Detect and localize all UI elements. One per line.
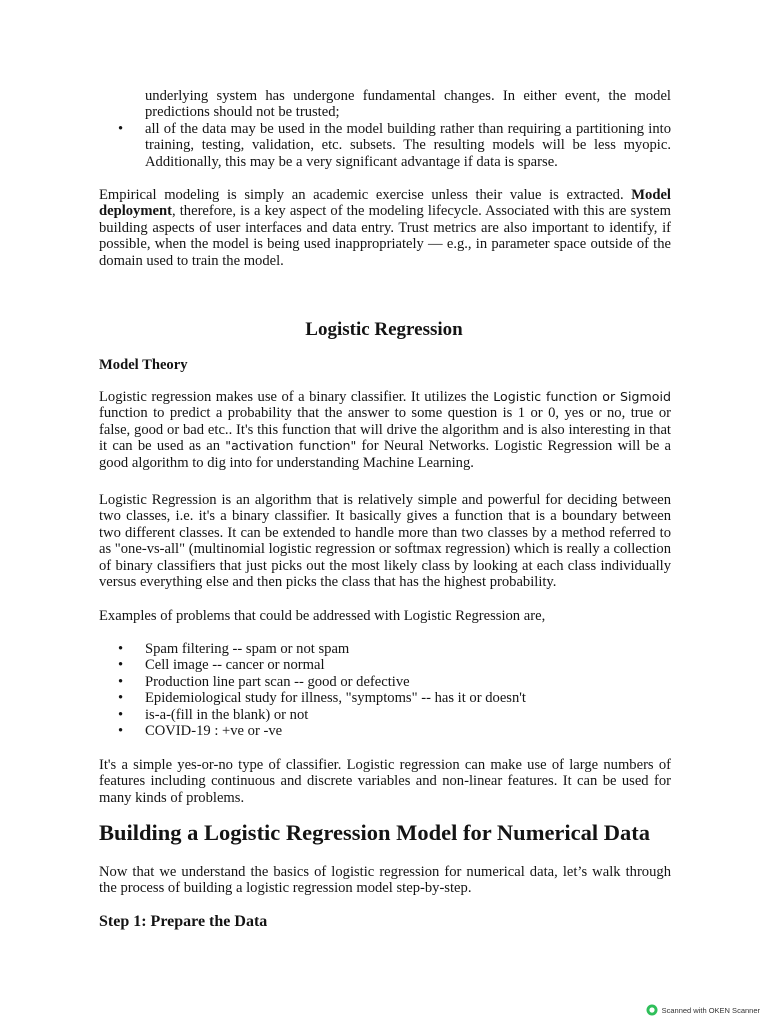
list-item: • Epidemiological study for illness, "symptoms" -- has it or doesn't [118, 690, 671, 706]
sigmoid-term: Logistic function or Sigmoid [493, 389, 671, 404]
top-continuation-text: underlying system has undergone fundamental changes. In either event, the model predictions should not be trusted; [145, 88, 671, 121]
theory-paragraph: Logistic regression makes use of a binary classifier. It utilizes the Logistic function or Sigmoid function to predict a probability that the answer to some question is 1 or 0, yes or no, true or false, good or bad etc.. It's this function that will drive the algorithm and is also interesting in that it can be used as an "activation function" for Neural Networks. Logistic Regression will be a good algorithm to dig into for understanding Machine Learning. [99, 389, 672, 471]
examples-list [118, 641, 671, 739]
section-title: Logistic Regression [305, 319, 463, 340]
scanner-logo-icon [646, 1004, 658, 1016]
list-item: • Spam filtering -- spam or not spam [118, 641, 671, 657]
summary-paragraph: It's a simple yes-or-no type of classifier. Logistic regression can make use of large numbers of features including continuous and discrete variables and non-linear features. It can be used for many kinds of problems. [99, 757, 671, 806]
scanner-text: Scanned with OKEN Scanner [661, 1005, 760, 1015]
algorithm-paragraph: Logistic Regression is an algorithm that is relatively simple and powerful for deciding between two classes, i.e. it's a binary classifier. It basically gives a function that is a boundary between two different classes. It can be extended to handle more than two classes by a method referred to as "one-vs-all" (multinomial logistic regression or softmax regression) which is really a collection of binary classifiers that just picks out the most likely class by looking at each class individually versus everything else and then picks the class that has the highest probability. [99, 492, 672, 591]
building-heading: Building a Logistic Regression Model for Numerical Data [99, 820, 651, 845]
list-item: • Cell image -- cancer or normal [118, 657, 671, 673]
list-item: • is-a-(fill in the blank) or not [118, 707, 671, 723]
model-deployment-term: Model deployment [99, 187, 671, 220]
scanner-watermark [646, 1004, 760, 1016]
activation-function-term: "activation function" [225, 438, 357, 454]
top-bullet-list [118, 121, 671, 170]
list-item: • all of the data may be used in the model building rather than requiring a partitioning into training, testing, validation, etc. subsets. The resulting models will be less myopic. Additionally, this may be a very significant advantage if data is sparse. [118, 121, 671, 170]
list-item: • COVID-19 : +ve or -ve [118, 723, 671, 739]
model-theory-heading: Model Theory [99, 357, 188, 373]
list-item: • Production line part scan -- good or defective [118, 674, 671, 690]
deployment-paragraph: Empirical modeling is simply an academic exercise unless their value is extracted. Model deployment, therefore, is a key aspect of the modeling lifecycle. Associated with this are system building aspects of user interfaces and data entry. Trust metrics are also important to identify, if possible, when the model is being used inappropriately — e.g., in parameter space outside of the domain used to train the model. [99, 187, 671, 269]
building-paragraph: Now that we understand the basics of logistic regression for numerical data, let’s walk through the process of building a logistic regression model step-by-step. [99, 864, 671, 897]
step1-heading: Step 1: Prepare the Data [99, 913, 268, 930]
examples-intro: Examples of problems that could be addressed with Logistic Regression are, [99, 608, 546, 624]
